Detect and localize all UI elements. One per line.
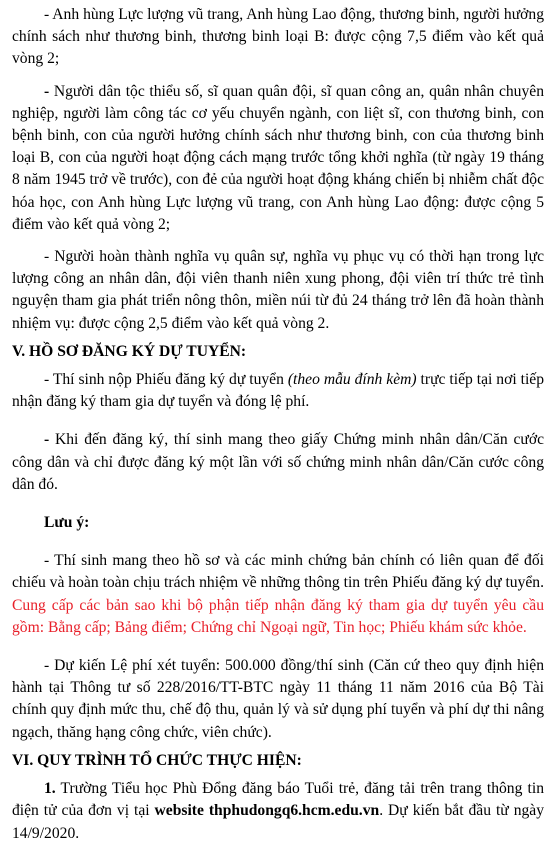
note-title: Lưu ý: [44, 514, 90, 532]
paragraph-dash: - [44, 431, 50, 449]
paragraph-step-1 [12, 778, 544, 845]
red-highlight-text: Cung cấp các bản sao khi bộ phận tiếp nhận đăng ký tham gia dự tuyển yêu cầu gồm: Bằng cấp; Bảng điểm; Chứng chỉ Ngoại ngữ, Tin học; Phiếu khám sức khỏe. [12, 596, 544, 636]
paragraph-priority-7-5: - Anh hùng Lực lượng vũ trang, Anh hùng Lao động, thương binh, người hưởng chính sách như thương binh, thương binh loại B: được cộng 7,5 điểm vào kết quả vòng 2; [12, 6, 544, 68]
website-text: website thphudongq6.hcm.edu.vn [154, 802, 380, 820]
paragraph-text: Người dân tộc thiểu số, sĩ quan quân đội, sĩ quan công an, quân nhân chuyên nghiệp, người làm công tác cơ yếu chuyển ngành, con liệt sĩ, con thương binh, con bệnh binh, con của người hưởng chính sách như thương binh, con của thương binh loại B, con của người hoạt động cách mạng trước tổng khởi nghĩa (từ ngày 19 tháng 8 năm 1945 trở về trước), con đẻ của người hoạt động kháng chiến bị nhiễm chất độc hóa học, con Anh hùng Lực lượng vũ trang, con Anh hùng Lao động: được cộng 5 điểm vào kết quả vòng 2; [12, 82, 544, 233]
paragraph-text: Khi đến đăng ký, thí sinh mang theo giấy Chứng minh nhân dân/Căn cước công dân và chỉ được đăng ký một lần với số chứng minh nhân dân/Căn cước công dân đó. [12, 431, 544, 493]
section-heading-vi: VI. QUY TRÌNH TỔ CHỨC THỰC HIỆN: [12, 751, 302, 769]
italic-note: (theo mẫu đính kèm) [287, 371, 417, 389]
paragraph-id-card [12, 429, 544, 496]
paragraph-fee: - Dự kiến Lệ phí xét tuyển: 500.000 đồng/thí sinh (Căn cứ theo quy định hiện hành tại Thông tư số 228/2016/TT-BTC ngày 11 tháng 11 năm 2016 của Bộ Tài chính quy định mức thu, chế độ thu, quản lý và sử dụng phí tuyển và phí dự thi nâng ngạch, thăng hạng công chức, viên chức). [12, 657, 544, 741]
paragraph-submit-form [12, 369, 544, 413]
paragraph-dash: - [44, 82, 50, 100]
section-heading-v: V. HỒ SƠ ĐĂNG KÝ DỰ TUYỂN: [12, 342, 247, 360]
paragraph-text: trực tiếp tại nơi tiếp nhận đăng ký tham gia dự tuyển và đóng lệ phí. [12, 371, 544, 411]
paragraph-priority-5 [12, 81, 544, 236]
paragraph-text: - Thí sinh nộp Phiếu đăng ký dự tuyển [44, 371, 288, 389]
paragraph-text: - Thí sinh mang theo hồ sơ và các minh chứng bản chính có liên quan để đối chiếu và hoàn toàn chịu trách nhiệm về những thông tin trên Phiếu đăng ký dự tuyển. [12, 552, 544, 592]
paragraph-text: Trường Tiểu học Phù Đổng đăng báo Tuổi trẻ, đăng tải trên trang thông tin điện tử của đơn vị tại [12, 780, 544, 820]
paragraph-priority-2-5: - Người hoàn thành nghĩa vụ quân sự, nghĩa vụ phục vụ có thời hạn trong lực lượng công an nhân dân, đội viên thanh niên xung phong, đội viên trí thức trẻ tình nguyện tham gia phát triển nông thôn, miền núi từ đủ 24 tháng trở lên đã hoàn thành nhiệm vụ: được cộng 2,5 điểm vào kết quả vòng 2. [12, 248, 544, 332]
paragraph-documents [12, 550, 544, 639]
paragraph-text: . Dự kiến bắt đầu từ ngày 14/9/2020. [12, 802, 545, 842]
step-number: 1. [44, 780, 56, 798]
